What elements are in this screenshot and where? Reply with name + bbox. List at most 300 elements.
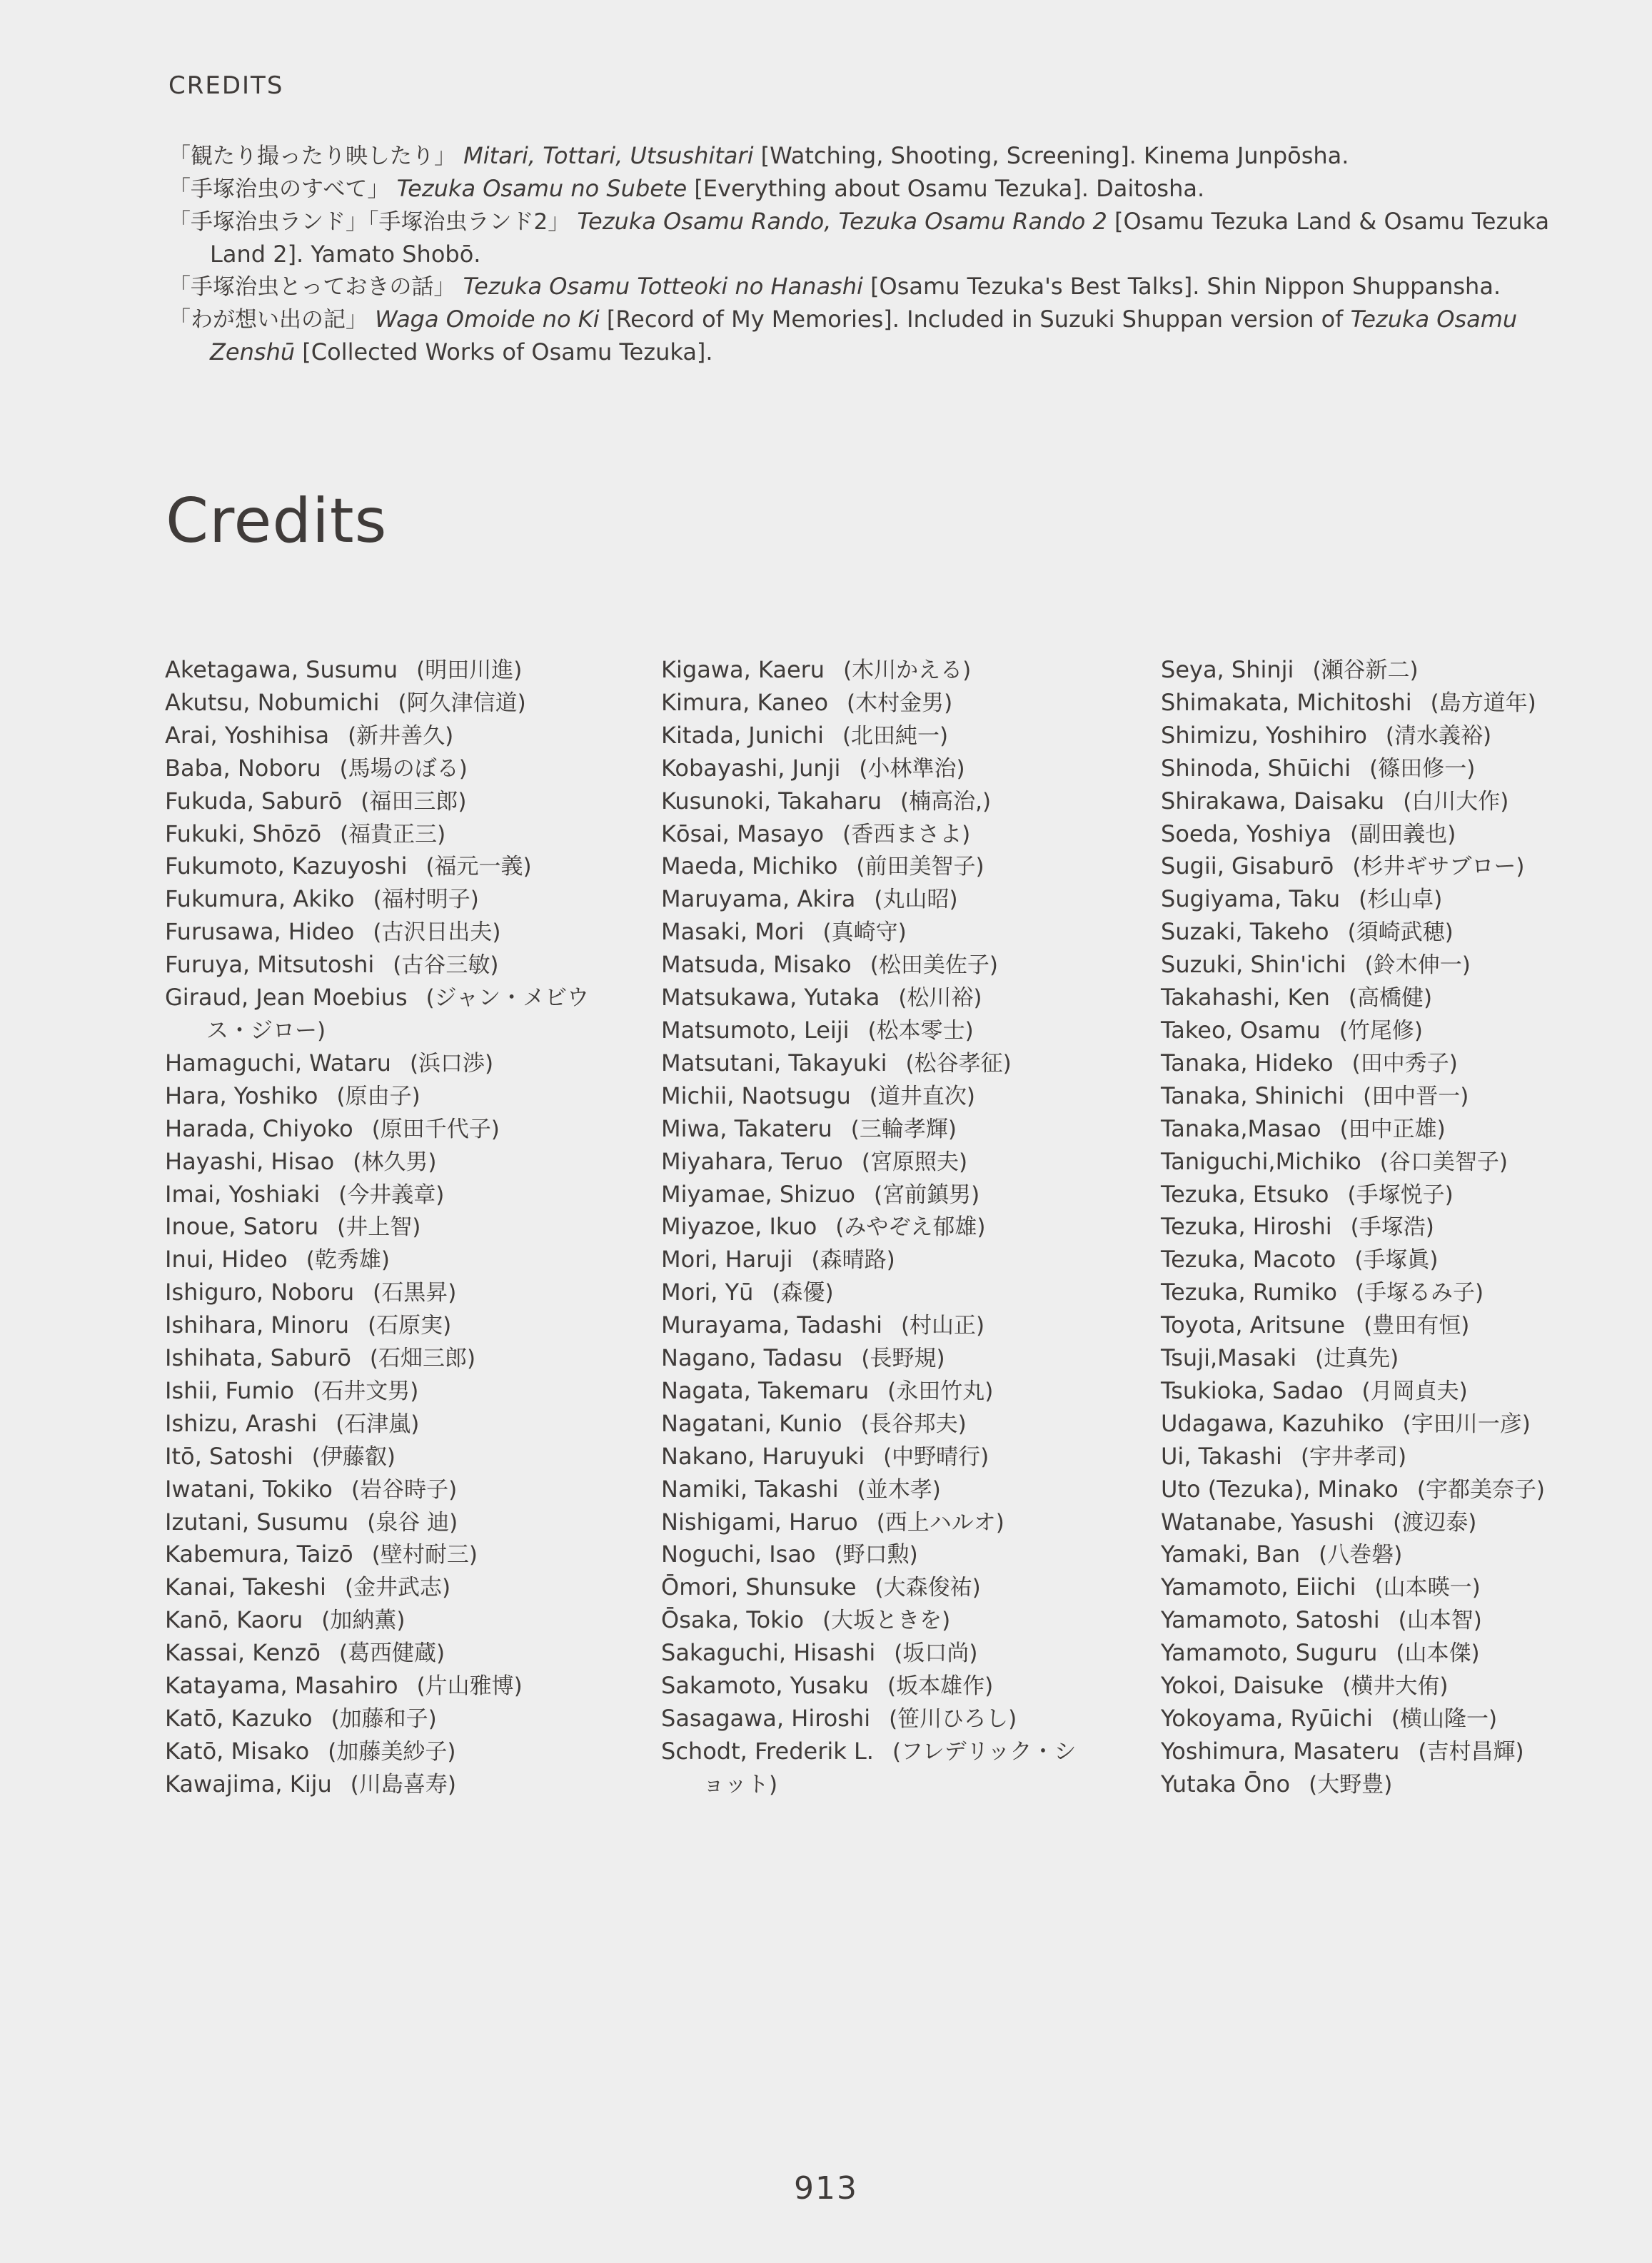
credit-name-japanese: (石原実)	[368, 1313, 452, 1339]
credit-name-japanese: (葛西健蔵)	[338, 1640, 445, 1667]
credit-name-japanese: (阿久津信道)	[398, 690, 526, 716]
credit-name-japanese: (清水義裕)	[1385, 722, 1492, 749]
credit-entry	[165, 1768, 593, 1801]
credit-name: Furuya, Mitsutoshi	[165, 951, 375, 979]
credit-entry	[1161, 1113, 1589, 1146]
credit-entry	[1161, 883, 1589, 916]
credit-name: Miyazoe, Ikuo	[661, 1213, 817, 1241]
credit-name-japanese: (加藤美紗子)	[328, 1738, 456, 1765]
credit-name-japanese: (丸山昭)	[874, 887, 958, 913]
credit-name-japanese: (手塚悦子)	[1347, 1181, 1454, 1208]
credit-entry	[165, 949, 593, 982]
credit-entry	[661, 1080, 1089, 1113]
credit-name-japanese: (中野晴行)	[883, 1443, 989, 1470]
credit-name-japanese: (横山隆一)	[1391, 1706, 1498, 1732]
credit-name-japanese: (木村金男)	[847, 690, 953, 716]
credits-column-3	[1161, 654, 1589, 1801]
credit-name: Kanō, Kaoru	[165, 1606, 303, 1634]
credit-name: Mori, Haruji	[661, 1246, 793, 1274]
running-head: CREDITS	[168, 71, 284, 100]
credit-entry	[165, 850, 593, 883]
credit-name-japanese: (村山正)	[900, 1313, 985, 1339]
section-title: Credits	[166, 485, 388, 557]
credit-name: Matsumoto, Leiji	[661, 1016, 850, 1044]
credit-name-japanese: (古谷三敏)	[393, 952, 499, 979]
page-number: 913	[794, 2170, 858, 2207]
credit-name-japanese: (瀬谷新二)	[1312, 657, 1419, 683]
credit-entry	[165, 1179, 593, 1211]
credit-entry	[165, 1375, 593, 1408]
credit-name: Suzuki, Shin'ichi	[1161, 951, 1346, 979]
credit-entry	[661, 818, 1089, 851]
credit-name: Uto (Tezuka), Minako	[1161, 1475, 1399, 1503]
bib-description: [Osamu Tezuka's Best Talks]. Shin Nippon Shuppansha.	[870, 273, 1501, 300]
credit-entry	[1161, 1276, 1589, 1309]
credit-name-japanese: (泉谷 迪)	[367, 1509, 458, 1536]
credit-name-japanese: (高橋健)	[1348, 985, 1433, 1012]
credit-name: Kabemura, Taizō	[165, 1541, 353, 1568]
credit-name-japanese: (岩谷時子)	[351, 1476, 458, 1503]
credit-entry	[165, 1571, 593, 1604]
credit-name-japanese: (谷口美智子)	[1379, 1149, 1508, 1175]
credit-name-japanese: (大坂ときを)	[822, 1608, 951, 1634]
credit-name: Fukuki, Shōzō	[165, 820, 322, 847]
credit-entry	[661, 1309, 1089, 1342]
credit-name: Tanaka,Masao	[1161, 1114, 1321, 1142]
credit-name-japanese: (長野規)	[861, 1346, 945, 1372]
credit-name: Shimakata, Michitoshi	[1161, 688, 1412, 716]
credit-name: Ōsaka, Tokio	[661, 1606, 805, 1634]
credit-entry	[661, 916, 1089, 949]
credit-entry	[661, 720, 1089, 752]
credit-name-japanese: (大野豊)	[1309, 1771, 1393, 1798]
credit-name-japanese: (今井義章)	[338, 1181, 445, 1208]
credit-name: Miyahara, Teruo	[661, 1147, 843, 1175]
credit-name-japanese: (石黒昇)	[373, 1280, 457, 1306]
credit-name: Yokoyama, Ryūichi	[1161, 1705, 1373, 1732]
credit-entry	[661, 1538, 1089, 1571]
credit-entry	[661, 1375, 1089, 1408]
credit-entry	[661, 949, 1089, 982]
credit-entry	[661, 1113, 1089, 1146]
credit-entry	[165, 1473, 593, 1506]
credit-name-japanese: (島方道年)	[1430, 690, 1536, 716]
credit-entry	[1161, 785, 1589, 818]
credit-entry	[661, 785, 1089, 818]
credit-name-japanese: (松谷孝征)	[905, 1050, 1012, 1077]
credit-name-japanese: (石畑三郎)	[369, 1346, 476, 1372]
credit-name: Matsutani, Takayuki	[661, 1049, 887, 1077]
credit-name-japanese: (井上智)	[337, 1214, 421, 1241]
credit-name-japanese: (吉村昌輝)	[1418, 1738, 1524, 1765]
credit-name-japanese: (古沢日出夫)	[373, 919, 501, 946]
credit-entry	[661, 1441, 1089, 1473]
credit-name: Toyota, Aritsune	[1161, 1311, 1346, 1339]
credit-entry	[661, 1244, 1089, 1276]
credit-name: Tezuka, Hiroshi	[1161, 1213, 1332, 1241]
credit-entry	[165, 883, 593, 916]
credit-name-japanese: (田中正雄)	[1339, 1116, 1446, 1142]
credit-entry	[661, 1342, 1089, 1375]
credit-entry	[661, 1571, 1089, 1604]
credit-name: Hayashi, Hisao	[165, 1147, 335, 1175]
credit-entry	[661, 1604, 1089, 1637]
bib-romanized-title: Tezuka Osamu Totteoki no Hanashi	[463, 273, 863, 300]
credit-name-japanese: (並木孝)	[857, 1476, 941, 1503]
credit-entry	[165, 654, 593, 687]
credit-entry	[165, 1342, 593, 1375]
credit-name-japanese: (杉井ギサブロー)	[1352, 854, 1525, 880]
credit-name-japanese: (壁村耐三)	[371, 1542, 478, 1568]
credit-name-japanese: (林久男)	[353, 1149, 437, 1175]
credit-name: Takahashi, Ken	[1161, 984, 1330, 1012]
credit-name-japanese: (宮前鎮男)	[874, 1181, 980, 1208]
credit-name-japanese: (乾秀雄)	[306, 1247, 390, 1274]
credit-name: Fukumoto, Kazuyoshi	[165, 852, 408, 880]
credit-name-japanese: (鈴木伸一)	[1364, 952, 1471, 979]
credit-name: Inoue, Satoru	[165, 1213, 319, 1241]
credit-entry	[1161, 654, 1589, 687]
credit-name-japanese: (永田竹丸)	[887, 1378, 994, 1404]
credit-entry	[165, 1211, 593, 1244]
credit-entry	[661, 1014, 1089, 1047]
credit-name: Tezuka, Etsuko	[1161, 1180, 1329, 1208]
bibliography-entry	[168, 140, 1595, 173]
credit-name: Akutsu, Nobumichi	[165, 688, 380, 716]
credit-name: Hara, Yoshiko	[165, 1082, 318, 1109]
credit-name-japanese: (大森俊祐)	[875, 1575, 981, 1601]
credit-name: Takeo, Osamu	[1161, 1016, 1321, 1044]
credit-name: Kobayashi, Junji	[661, 754, 841, 782]
credit-entry	[1161, 752, 1589, 785]
credit-entry	[1161, 1441, 1589, 1473]
credit-name: Sugiyama, Taku	[1161, 885, 1341, 913]
bib-romanized-title: Tezuka Osamu no Subete	[396, 175, 688, 202]
credit-name-japanese: (長谷邦夫)	[860, 1411, 967, 1437]
credit-name: Ishii, Fumio	[165, 1376, 295, 1404]
credit-name-japanese: (副田義也)	[1350, 821, 1456, 847]
credit-name: Kanai, Takeshi	[165, 1573, 326, 1601]
credit-name: Ui, Takashi	[1161, 1442, 1282, 1470]
credit-name: Yamamoto, Satoshi	[1161, 1606, 1380, 1634]
credit-name: Matsukawa, Yutaka	[661, 984, 880, 1012]
bib-japanese-title: 「手塚治虫とっておきの話」	[168, 274, 456, 300]
credit-name-japanese: (篠田修一)	[1369, 755, 1476, 782]
credit-name-japanese: (西上ハルオ)	[876, 1509, 1004, 1536]
credit-entry	[1161, 1080, 1589, 1113]
credit-name-japanese: (松本零士)	[867, 1017, 974, 1044]
credit-name: Yamamoto, Suguru	[1161, 1639, 1378, 1667]
credit-name: Noguchi, Isao	[661, 1541, 816, 1568]
credit-entry	[1161, 1473, 1589, 1506]
credit-name: Arai, Yoshihisa	[165, 721, 330, 749]
credit-name: Kawajima, Kiju	[165, 1770, 332, 1798]
bibliography	[168, 140, 1595, 368]
credit-name-japanese: (明田川進)	[416, 657, 523, 683]
credit-entry	[165, 1309, 593, 1342]
credit-entry	[1161, 1179, 1589, 1211]
credit-name: Itō, Satoshi	[165, 1442, 293, 1470]
credit-name-japanese: (フレデリック・ショット)	[702, 1738, 1077, 1798]
credit-entry	[165, 1408, 593, 1441]
bib-description: [Osamu Tezuka Land & Osamu Tezuka Land 2]. Yamato Shobō.	[210, 208, 1550, 268]
credit-entry	[661, 1506, 1089, 1539]
bib-romanized-title: Mitari, Tottari, Utsushitari	[463, 142, 754, 169]
credit-entry	[1161, 1571, 1589, 1604]
credit-name-japanese: (田中秀子)	[1351, 1050, 1458, 1077]
credit-name: Tsukioka, Sadao	[1161, 1376, 1344, 1404]
credit-name-japanese: (松田美佐子)	[870, 952, 998, 979]
credit-name-japanese: (原田千代子)	[371, 1116, 500, 1142]
credit-entry	[165, 687, 593, 720]
bib-japanese-title: 「観たり撮ったり映したり」	[168, 143, 456, 169]
credit-entry	[165, 818, 593, 851]
credit-name: Suzaki, Takeho	[1161, 918, 1329, 946]
credit-name-japanese: (道井直次)	[869, 1083, 975, 1109]
credit-name-japanese: (原由子)	[336, 1083, 420, 1109]
credit-entry	[165, 1735, 593, 1768]
credit-entry	[661, 850, 1089, 883]
credit-entry	[165, 1441, 593, 1473]
credit-name: Nishigami, Haruo	[661, 1508, 858, 1536]
credit-name: Ōmori, Shunsuke	[661, 1573, 857, 1601]
bibliography-entry	[168, 173, 1595, 206]
credit-entry	[165, 916, 593, 949]
credit-entry	[1161, 1244, 1589, 1276]
bib-romanized-title-2: Tezuka Osamu Zenshū	[210, 306, 1518, 366]
credit-name-japanese: (森優)	[772, 1280, 834, 1306]
credit-name-japanese: (香西まさよ)	[842, 821, 971, 847]
credit-entry	[1161, 1047, 1589, 1080]
credit-name-japanese: (片山雅博)	[416, 1673, 523, 1700]
credit-name-japanese: (福村明子)	[373, 887, 479, 913]
credit-name: Tezuka, Rumiko	[1161, 1279, 1337, 1306]
credit-name: Shinoda, Shūichi	[1161, 754, 1351, 782]
credit-name-japanese: (笹川ひろし)	[889, 1706, 1017, 1732]
credit-name-japanese: (森晴路)	[811, 1247, 895, 1274]
credit-entry	[1161, 687, 1589, 720]
credit-entry	[165, 1506, 593, 1539]
credit-name: Murayama, Tadashi	[661, 1311, 882, 1339]
credit-name: Fukumura, Akiko	[165, 885, 355, 913]
credit-entry	[165, 1244, 593, 1276]
credit-entry	[1161, 1538, 1589, 1571]
credit-name: Kigawa, Kaeru	[661, 656, 825, 683]
credit-name-japanese: (三輪孝輝)	[850, 1116, 957, 1142]
credit-name: Harada, Chiyoko	[165, 1114, 353, 1142]
credit-entry	[165, 1276, 593, 1309]
credit-name: Tsuji,Masaki	[1161, 1344, 1297, 1372]
credit-name-japanese: (新井善久)	[348, 722, 454, 749]
credit-entry	[1161, 1146, 1589, 1179]
credit-name: Tanaka, Hideko	[1161, 1049, 1334, 1077]
bib-description: [Watching, Shooting, Screening]. Kinema Junpōsha.	[760, 142, 1349, 169]
credit-name-japanese: (坂本雄作)	[887, 1673, 994, 1700]
credit-entry	[1161, 949, 1589, 982]
credit-name-japanese: (楠高治,)	[900, 788, 992, 815]
credit-name: Izutani, Susumu	[165, 1508, 349, 1536]
credit-name-japanese: (加納薫)	[321, 1608, 406, 1634]
credit-name-japanese: (宇井孝司)	[1300, 1443, 1407, 1470]
credit-entry	[1161, 1014, 1589, 1047]
credit-entry	[165, 1703, 593, 1735]
credit-name-japanese: (野口勲)	[834, 1542, 918, 1568]
credit-name-japanese: (石津嵐)	[336, 1411, 420, 1437]
credit-name: Kōsai, Masayo	[661, 820, 825, 847]
credit-entry	[661, 1276, 1089, 1309]
credit-name: Seya, Shinji	[1161, 656, 1294, 683]
credit-name: Nagano, Tadasu	[661, 1344, 843, 1372]
credit-name: Furusawa, Hideo	[165, 918, 355, 946]
credit-entry	[165, 1637, 593, 1670]
credit-name-japanese: (山本暎一)	[1374, 1575, 1481, 1601]
credit-name-japanese: (辻真先)	[1315, 1346, 1399, 1372]
credit-name: Kitada, Junichi	[661, 721, 824, 749]
credit-entry	[165, 1538, 593, 1571]
credit-entry	[1161, 1670, 1589, 1703]
credit-name: Baba, Noboru	[165, 754, 321, 782]
credit-name-japanese: (坂口尚)	[894, 1640, 978, 1667]
credit-name-japanese: (木川かえる)	[843, 657, 972, 683]
credit-entry	[165, 1080, 593, 1113]
credit-entry	[165, 982, 593, 1047]
credit-name-japanese: (伊藤叡)	[311, 1443, 396, 1470]
credit-name: Yoshimura, Masateru	[1161, 1737, 1400, 1765]
credit-name-japanese: (金井武志)	[344, 1575, 451, 1601]
credit-entry	[165, 1146, 593, 1179]
credit-name: Tanaka, Shinichi	[1161, 1082, 1345, 1109]
credit-name: Yamamoto, Eiichi	[1161, 1573, 1356, 1601]
credit-name-japanese: (手塚眞)	[1354, 1247, 1439, 1274]
credit-name-japanese: (浜口渉)	[409, 1050, 494, 1077]
credit-entry	[165, 785, 593, 818]
credit-entry	[661, 687, 1089, 720]
bib-romanized-title: Tezuka Osamu Rando, Tezuka Osamu Rando 2	[577, 208, 1107, 235]
credit-name: Mori, Yū	[661, 1279, 754, 1306]
credit-entry	[1161, 1735, 1589, 1768]
credit-name: Ishihata, Saburō	[165, 1344, 351, 1372]
credit-entry	[1161, 982, 1589, 1014]
credit-name: Maeda, Michiko	[661, 852, 838, 880]
credits-column-2	[661, 654, 1089, 1801]
credit-entry	[661, 1637, 1089, 1670]
credit-name: Katō, Misako	[165, 1737, 310, 1765]
credit-name: Soeda, Yoshiya	[1161, 820, 1332, 847]
credit-name-japanese: (渡辺泰)	[1393, 1509, 1477, 1536]
credit-name-japanese: (馬場のぼる)	[339, 755, 468, 782]
credit-entry	[165, 720, 593, 752]
credit-entry	[1161, 1342, 1589, 1375]
credit-name-japanese: (山本智)	[1398, 1608, 1482, 1634]
credit-name: Nagatani, Kunio	[661, 1409, 842, 1437]
credit-name: Ishizu, Arashi	[165, 1409, 318, 1437]
credit-name-japanese: (加藤和子)	[331, 1706, 437, 1732]
credit-name: Miyamae, Shizuo	[661, 1180, 855, 1208]
credit-name-japanese: (北田純一)	[842, 722, 949, 749]
credit-name: Shirakawa, Daisaku	[1161, 787, 1385, 815]
credit-entry	[661, 1473, 1089, 1506]
credit-name-japanese: (福元一義)	[425, 854, 532, 880]
credit-name-japanese: (川島喜寿)	[350, 1771, 456, 1798]
credit-name: Watanabe, Yasushi	[1161, 1508, 1375, 1536]
credit-name: Ishihara, Minoru	[165, 1311, 350, 1339]
credit-name: Shimizu, Yoshihiro	[1161, 721, 1367, 749]
credit-entry	[1161, 1637, 1589, 1670]
credit-name: Yamaki, Ban	[1161, 1541, 1301, 1568]
credit-entry	[1161, 850, 1589, 883]
bib-romanized-title: Waga Omoide no Ki	[375, 306, 600, 333]
credit-name: Fukuda, Saburō	[165, 787, 343, 815]
credit-name: Yutaka Ōno	[1161, 1770, 1291, 1798]
credit-entry	[661, 1670, 1089, 1703]
credit-name: Sasagawa, Hiroshi	[661, 1705, 871, 1732]
credit-entry	[1161, 1211, 1589, 1244]
credit-name-japanese: (竹尾修)	[1339, 1017, 1423, 1044]
credit-name-japanese: (ジャン・メビウス・ジロー)	[206, 985, 590, 1044]
credit-name-japanese: (八巻磐)	[1319, 1542, 1403, 1568]
credit-name-japanese: (手塚るみ子)	[1355, 1280, 1484, 1306]
credit-entry	[661, 883, 1089, 916]
credits-column-1	[165, 654, 593, 1801]
credit-name: Nakano, Haruyuki	[661, 1442, 865, 1470]
credit-name: Katayama, Masahiro	[165, 1672, 398, 1700]
credit-name: Inui, Hideo	[165, 1246, 288, 1274]
credit-entry	[661, 1146, 1089, 1179]
bib-japanese-title: 「わが想い出の記」	[168, 307, 368, 333]
credit-name: Sakaguchi, Hisashi	[661, 1639, 876, 1667]
credit-name: Katō, Kazuko	[165, 1705, 313, 1732]
credit-name-japanese: (横井大侑)	[1342, 1673, 1449, 1700]
credit-name: Imai, Yoshiaki	[165, 1180, 321, 1208]
credit-name-japanese: (宇田川一彦)	[1402, 1411, 1531, 1437]
credit-entry	[1161, 1408, 1589, 1441]
credit-name: Kusunoki, Takaharu	[661, 787, 882, 815]
credit-entry	[165, 752, 593, 785]
bib-description: [Record of My Memories]. Included in Suzuki Shuppan version of	[606, 306, 1344, 333]
credit-entry	[165, 1047, 593, 1080]
credit-name-japanese: (白川大作)	[1403, 788, 1509, 815]
credit-entry	[661, 752, 1089, 785]
credit-name-japanese: (前田美智子)	[856, 854, 984, 880]
credit-name-japanese: (杉山卓)	[1359, 887, 1443, 913]
credit-name: Iwatani, Tokiko	[165, 1475, 333, 1503]
credit-name-japanese: (福貴正三)	[340, 821, 446, 847]
credit-name: Taniguchi,Michiko	[1161, 1147, 1361, 1175]
credit-entry	[1161, 818, 1589, 851]
bib-japanese-title: 「手塚治虫のすべて」	[168, 176, 390, 202]
credit-name: Sugii, Gisaburō	[1161, 852, 1334, 880]
credit-entry	[661, 654, 1089, 687]
credit-name: Masaki, Mori	[661, 918, 805, 946]
bibliography-entry	[168, 303, 1595, 368]
bibliography-entry	[168, 206, 1595, 271]
credit-entry	[1161, 1375, 1589, 1408]
credit-entry	[165, 1113, 593, 1146]
credit-name: Hamaguchi, Wataru	[165, 1049, 391, 1077]
credit-name-japanese: (福田三郎)	[361, 788, 467, 815]
credit-name: Giraud, Jean Moebius	[165, 984, 408, 1012]
credit-entry	[165, 1604, 593, 1637]
credit-name: Maruyama, Akira	[661, 885, 856, 913]
credit-entry	[1161, 1309, 1589, 1342]
credit-name: Namiki, Takashi	[661, 1475, 839, 1503]
credit-name: Aketagawa, Susumu	[165, 656, 398, 683]
credit-name: Kimura, Kaneo	[661, 688, 829, 716]
credit-name: Michii, Naotsugu	[661, 1082, 851, 1109]
credit-name-japanese: (松川裕)	[898, 985, 982, 1012]
credit-name: Matsuda, Misako	[661, 951, 852, 979]
credit-name-japanese: (真崎守)	[822, 919, 907, 946]
